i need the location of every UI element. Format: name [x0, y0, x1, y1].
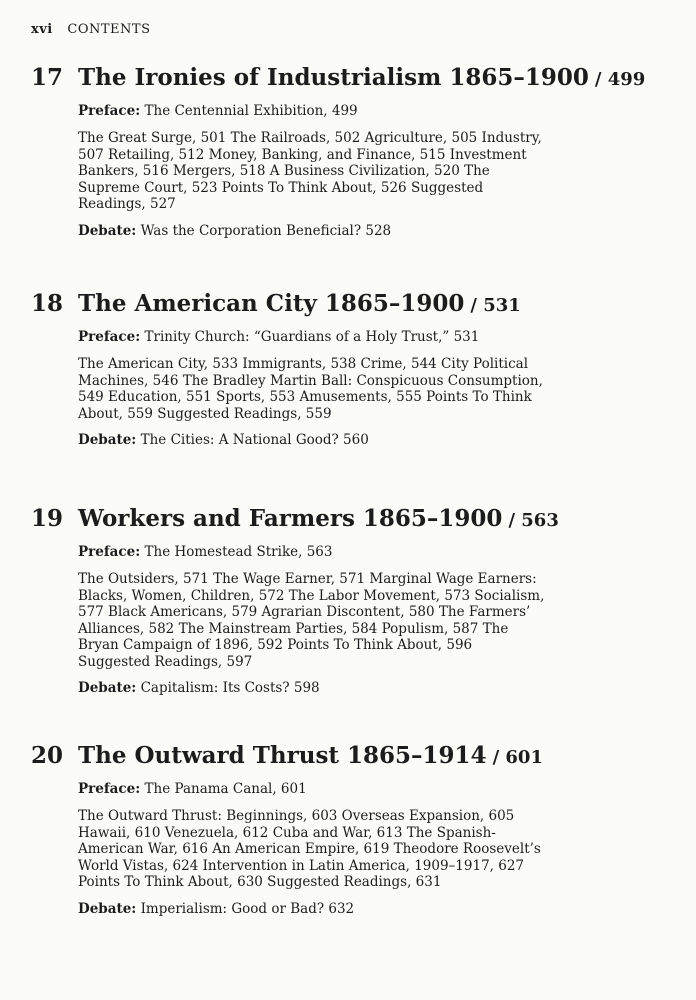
chapter-debate — [78, 223, 651, 239]
chapter-preface — [78, 544, 651, 560]
chapter-debate — [78, 432, 651, 448]
debate-label: Debate: — [78, 432, 137, 448]
preface-label: Preface: — [78, 544, 141, 560]
chapter-page: / 601 — [492, 747, 543, 768]
chapter-preface — [78, 103, 651, 119]
debate-label: Debate: — [78, 900, 137, 917]
debate-label: Debate: — [78, 680, 137, 696]
chapter-17 — [31, 64, 651, 239]
chapter-20 — [31, 742, 651, 917]
chapter-page: / 499 — [594, 69, 646, 90]
chapter-number: 17 — [31, 64, 64, 91]
preface-text: The Centennial Exhibition, 499 — [144, 103, 358, 119]
chapter-18 — [31, 290, 651, 448]
chapter-heading — [31, 290, 651, 317]
preface-label: Preface: — [78, 103, 141, 119]
chapter-title: Workers and Farmers 1865–1900 — [78, 505, 503, 532]
debate-text: Capitalism: Its Costs? 598 — [140, 680, 320, 696]
chapter-preface — [78, 781, 651, 797]
preface-text: Trinity Church: “Guardians of a Holy Trust,” 531 — [144, 329, 480, 345]
chapter-debate — [78, 680, 651, 696]
page-folio: xvi — [31, 22, 53, 37]
chapter-debate — [78, 901, 651, 917]
debate-text: Imperialism: Good or Bad? 632 — [140, 900, 355, 917]
chapter-title: The Outward Thrust 1865–1914 — [78, 742, 487, 769]
chapter-19 — [31, 505, 651, 696]
chapter-heading — [31, 505, 651, 532]
chapter-entries: The Outward Thrust: Beginnings, 603 Overseas Expansion, 605 Hawaii, 610 Venezuela, 612 Cuba and War, 613 The Spanish-American War, 616 An American Empire, 619 Theodore Roosevelt’s World Vistas, 624 Intervention in Latin America, 1909–1917, 627 Points To Think About, 630 Suggested Readings, 631 — [78, 808, 541, 890]
chapter-number: 18 — [31, 290, 64, 317]
chapter-title: The American City 1865–1900 — [78, 290, 465, 317]
running-head — [31, 22, 150, 37]
debate-text: Was the Corporation Beneficial? 528 — [140, 222, 392, 239]
chapter-number: 20 — [31, 742, 64, 769]
preface-text: The Homestead Strike, 563 — [144, 544, 333, 560]
running-head-title: CONTENTS — [67, 22, 151, 37]
chapter-entries: The American City, 533 Immigrants, 538 Crime, 544 City Political Machines, 546 The Bradley Martin Ball: Conspicuous Consumption, 549 Education, 551 Sports, 553 Amusements, 555 Points To Think About, 559 Suggested Readings, 559 — [78, 356, 543, 422]
preface-text: The Panama Canal, 601 — [144, 781, 307, 797]
preface-label: Preface: — [78, 781, 141, 797]
chapter-entries: The Great Surge, 501 The Railroads, 502 Agriculture, 505 Industry, 507 Retailing, 512 Money, Banking, and Finance, 515 Investment Bankers, 516 Mergers, 518 A Business Civilization, 520 The Supreme Court, 523 Points To Think About, 526 Suggested Readings, 527 — [78, 130, 542, 212]
preface-label: Preface: — [78, 329, 141, 345]
chapter-number: 19 — [31, 505, 64, 532]
chapter-preface — [78, 329, 651, 345]
debate-text: The Cities: A National Good? 560 — [140, 432, 369, 448]
debate-label: Debate: — [78, 222, 137, 239]
chapter-heading — [31, 64, 651, 91]
chapter-heading — [31, 742, 651, 769]
chapter-entries: The Outsiders, 571 The Wage Earner, 571 Marginal Wage Earners: Blacks, Women, Children, 572 The Labor Movement, 573 Socialism, 577 Black Americans, 579 Agrarian Discontent, 580 The Farmers’ Alliances, 582 The Mainstream Parties, 584 Populism, 587 The Bryan Campaign of 1896, 592 Points To Think About, 596 Suggested Readings, 597 — [78, 571, 545, 670]
chapter-page: / 531 — [470, 295, 521, 316]
chapter-title: The Ironies of Industrialism 1865–1900 — [78, 64, 589, 91]
chapter-page: / 563 — [508, 510, 559, 531]
